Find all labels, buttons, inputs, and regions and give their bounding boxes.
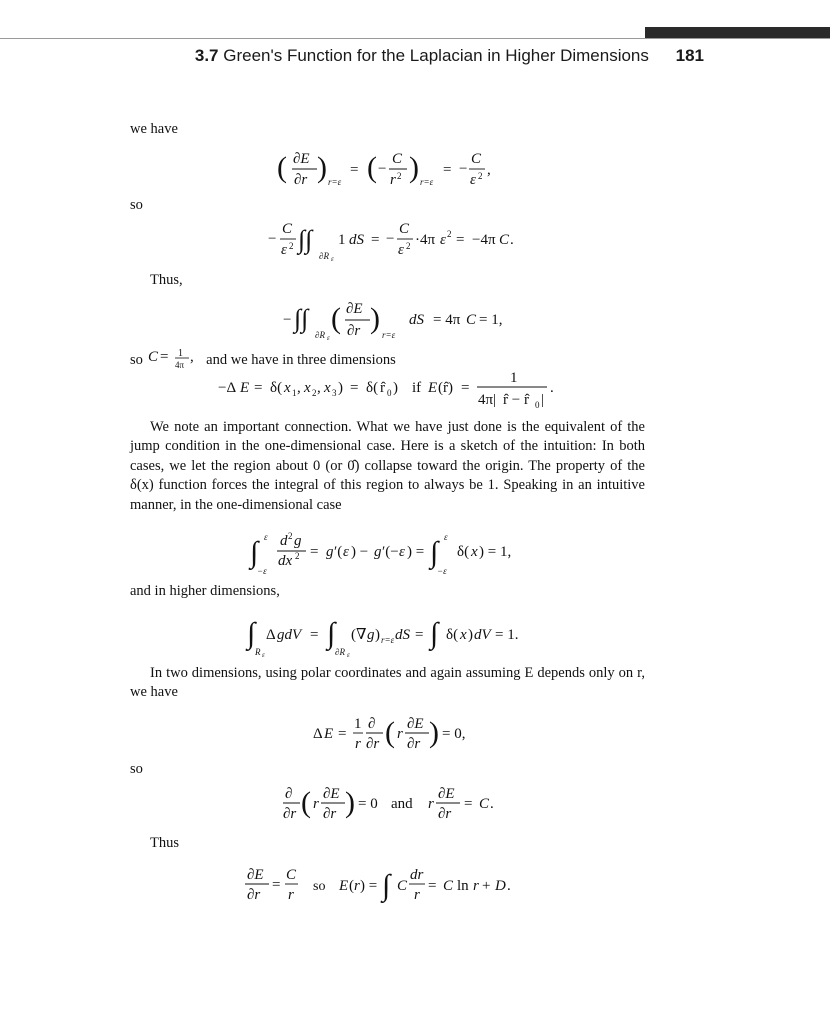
svg-text:dS: dS — [409, 312, 424, 328]
text-so-c-line — [130, 347, 396, 369]
equation-3 — [283, 293, 503, 348]
svg-text:= 1.: = 1. — [495, 627, 519, 643]
svg-text:−Δ: −Δ — [218, 380, 237, 396]
svg-text:= 1,: = 1, — [479, 312, 503, 328]
svg-text:∂r: ∂r — [347, 323, 361, 339]
text-thus-1: Thus, — [150, 272, 183, 288]
equation-6 — [247, 615, 537, 664]
svg-text:) =: ) = — [360, 878, 378, 894]
svg-text:C: C — [499, 232, 510, 248]
svg-text:r: r — [390, 172, 396, 188]
svg-text:r: r — [354, 878, 360, 894]
svg-text:): ) — [370, 302, 380, 335]
svg-text:dr: dr — [410, 867, 424, 883]
svg-text:C: C — [471, 151, 482, 167]
running-header — [0, 46, 704, 66]
svg-text:−: − — [459, 161, 468, 177]
svg-text:C: C — [466, 312, 477, 328]
svg-text:,: , — [297, 380, 301, 396]
svg-text:ε: ε — [398, 242, 404, 258]
svg-text:=: = — [310, 544, 319, 560]
svg-text:ε: ε — [399, 544, 405, 560]
svg-text:): ) — [317, 151, 327, 184]
svg-text:=: = — [464, 796, 473, 812]
page-number: 181 — [675, 46, 704, 65]
svg-text:∂E: ∂E — [407, 716, 424, 732]
svg-text:δ(: δ( — [446, 627, 459, 643]
text-we-have: we have — [130, 121, 178, 137]
svg-text:dS: dS — [395, 627, 410, 643]
svg-text:=: = — [159, 349, 168, 365]
svg-text:∂: ∂ — [368, 716, 376, 732]
svg-text:4π|: 4π| — [478, 392, 497, 408]
text-so-2: so — [130, 761, 143, 777]
svg-text:and: and — [391, 796, 413, 812]
svg-text:∂E: ∂E — [323, 786, 340, 802]
text-so-c-suffix: and we have in three dimensions — [206, 352, 396, 368]
svg-text:g: g — [367, 627, 375, 643]
svg-text:x: x — [324, 380, 331, 396]
svg-text:∂E: ∂E — [438, 786, 455, 802]
svg-text:r=ε: r=ε — [381, 635, 395, 645]
svg-text:(: ( — [385, 716, 395, 749]
svg-text:.: . — [507, 878, 511, 894]
text-so-c-prefix: so — [130, 352, 143, 368]
svg-text:,: , — [487, 162, 491, 178]
equation-4 — [218, 370, 558, 417]
svg-text:): ) — [375, 627, 380, 643]
svg-text:r: r — [397, 726, 403, 742]
svg-text:C: C — [443, 878, 454, 894]
svg-text:δ(: δ( — [457, 544, 470, 560]
svg-text:−ε: −ε — [257, 566, 267, 576]
svg-text:r: r — [355, 736, 361, 752]
svg-text:r: r — [473, 878, 479, 894]
svg-text:ε: ε — [281, 242, 287, 258]
svg-text:dS: dS — [349, 232, 364, 248]
svg-text:if: if — [412, 380, 422, 396]
svg-text:∂r: ∂r — [294, 172, 308, 188]
svg-text:so: so — [313, 879, 326, 894]
svg-text:−4π: −4π — [472, 232, 496, 248]
svg-text:∂: ∂ — [285, 786, 293, 802]
svg-text:r: r — [428, 796, 434, 812]
svg-text:.: . — [510, 232, 514, 248]
svg-text:) −: ) − — [351, 544, 369, 560]
svg-text:x: x — [471, 544, 478, 560]
svg-text:) =: ) = — [407, 544, 425, 560]
svg-text:∫: ∫ — [250, 536, 259, 569]
svg-text:=: = — [443, 162, 452, 178]
svg-text:2: 2 — [288, 531, 293, 541]
svg-text:ln: ln — [457, 878, 469, 894]
svg-text:=: = — [338, 726, 347, 742]
paragraph-connection: We note an important connection. What we have just done is the equivalent of the jump condition in the one-dimensional case. Here is a sketch of the intuition: In both cases, we let the region about 0 (or 0̂) collapse toward the origin. The property of the δ(x) function forces the integral of this region to always be 1. Speaking in an intuitive manner, in the one-dimensional case — [130, 419, 645, 513]
svg-text:∂r: ∂r — [407, 736, 421, 752]
svg-text:ε: ε — [262, 651, 265, 659]
svg-text:): ) — [393, 380, 398, 396]
svg-text:∂R: ∂R — [315, 330, 325, 340]
svg-text:∫∫: ∫∫ — [294, 304, 309, 333]
svg-text:Δ: Δ — [266, 627, 276, 643]
svg-text:C: C — [282, 221, 293, 237]
svg-text:dV: dV — [474, 627, 491, 643]
svg-text:E: E — [324, 726, 334, 742]
svg-text:∂r: ∂r — [438, 806, 452, 822]
text-and-higher: and in higher dimensions, — [130, 583, 280, 599]
svg-text:∫: ∫ — [382, 869, 391, 902]
svg-text:ε: ε — [440, 232, 446, 248]
svg-text:2: 2 — [312, 388, 317, 398]
svg-text:r: r — [313, 796, 319, 812]
svg-text:ε: ε — [331, 255, 334, 263]
svg-text:=: = — [310, 627, 319, 643]
svg-text:x: x — [284, 380, 291, 396]
svg-text:r=ε: r=ε — [382, 330, 396, 340]
svg-text:): ) — [345, 786, 355, 819]
c-value — [147, 347, 203, 377]
svg-text:−: − — [283, 312, 292, 328]
svg-text:g: g — [374, 544, 382, 560]
svg-text:∂R: ∂R — [335, 647, 345, 657]
svg-text:∂E: ∂E — [247, 867, 264, 883]
svg-text:E: E — [339, 878, 349, 894]
svg-text:0: 0 — [535, 400, 540, 410]
svg-text:∫∫: ∫∫ — [298, 225, 313, 254]
svg-text:′(: ′( — [334, 544, 343, 560]
svg-text:=: = — [415, 627, 424, 643]
svg-text:=: = — [350, 380, 359, 396]
svg-text:=: = — [371, 232, 380, 248]
svg-text:r=ε: r=ε — [328, 177, 342, 187]
svg-text:R: R — [255, 647, 261, 657]
equation-7 — [313, 711, 473, 764]
svg-text:= 0: = 0 — [358, 796, 378, 812]
svg-text:ε: ε — [264, 532, 268, 542]
svg-text:∂r: ∂r — [366, 736, 380, 752]
svg-text:1: 1 — [354, 716, 362, 732]
svg-text:ε: ε — [327, 334, 330, 342]
svg-text:2: 2 — [397, 171, 402, 181]
svg-text:2: 2 — [478, 171, 483, 181]
svg-text:r=ε: r=ε — [420, 177, 434, 187]
svg-text:∂E: ∂E — [346, 301, 363, 317]
svg-text:=: = — [350, 162, 359, 178]
svg-text:(: ( — [277, 151, 287, 184]
svg-text:∂r: ∂r — [323, 806, 337, 822]
svg-text:∫: ∫ — [327, 617, 336, 650]
svg-text:g: g — [326, 544, 334, 560]
svg-text:ε: ε — [444, 532, 448, 542]
svg-text:(r̂): (r̂) — [438, 380, 453, 396]
svg-text:r: r — [414, 887, 420, 903]
svg-text:−: − — [268, 231, 277, 247]
svg-text:1: 1 — [292, 388, 297, 398]
svg-text:ε: ε — [470, 172, 476, 188]
svg-text:Δ: Δ — [313, 726, 323, 742]
svg-text:x: x — [304, 380, 311, 396]
svg-text:=: = — [456, 232, 465, 248]
svg-text:∫: ∫ — [430, 536, 439, 569]
svg-text:): ) — [429, 716, 439, 749]
svg-text:(: ( — [367, 151, 377, 184]
svg-text:,: , — [317, 380, 321, 396]
svg-text:1: 1 — [177, 348, 183, 359]
svg-text:4π: 4π — [174, 360, 184, 370]
svg-text:(: ( — [331, 302, 341, 335]
header-rule — [0, 38, 830, 39]
svg-text:∫: ∫ — [430, 617, 439, 650]
svg-text:|: | — [541, 392, 545, 408]
svg-text:.: . — [550, 380, 554, 396]
svg-text:δ(: δ( — [366, 380, 379, 396]
svg-text:C: C — [399, 221, 410, 237]
equation-9 — [245, 862, 535, 913]
svg-text:−: − — [386, 231, 395, 247]
svg-text:= 0,: = 0, — [442, 726, 466, 742]
svg-text:g: g — [294, 533, 302, 549]
svg-text:): ) — [468, 627, 473, 643]
svg-text:(: ( — [301, 786, 311, 819]
svg-text:3: 3 — [332, 388, 337, 398]
svg-text:ε: ε — [343, 544, 349, 560]
svg-text:=: = — [461, 380, 470, 396]
svg-text:d: d — [280, 533, 288, 549]
svg-text:2: 2 — [289, 241, 294, 251]
equation-8 — [283, 781, 503, 834]
svg-text:): ) — [338, 380, 343, 396]
svg-text:): ) — [409, 151, 419, 184]
svg-text:2: 2 — [447, 229, 452, 239]
svg-text:C: C — [392, 151, 403, 167]
svg-text:2: 2 — [295, 551, 300, 561]
svg-text:δ(: δ( — [270, 380, 283, 396]
equation-1 — [275, 143, 515, 198]
equation-5 — [250, 528, 530, 581]
svg-text:∂r: ∂r — [283, 806, 297, 822]
svg-text:x: x — [460, 627, 467, 643]
svg-text:−ε: −ε — [437, 566, 447, 576]
paragraph-two-dimensions: In two dimensions, using polar coordinates and again assuming E depends only on r, we have — [130, 665, 645, 701]
text-so-1: so — [130, 197, 143, 213]
svg-text:(∇: (∇ — [351, 627, 367, 643]
svg-text:E: E — [240, 380, 250, 396]
text-thus-2: Thus — [150, 835, 179, 851]
section-title: Green's Function for the Laplacian in Higher Dimensions — [223, 46, 649, 65]
svg-text:(: ( — [349, 878, 354, 894]
svg-text:+: + — [482, 878, 491, 894]
svg-text:−: − — [378, 161, 387, 177]
svg-text:C: C — [286, 867, 297, 883]
svg-text:·4π: ·4π — [415, 232, 436, 248]
svg-text:,: , — [189, 349, 194, 365]
svg-text:∂E: ∂E — [293, 151, 310, 167]
svg-text:C: C — [479, 796, 490, 812]
equation-2 — [268, 218, 518, 269]
svg-text:r̂ − r̂: r̂ − r̂ — [503, 392, 529, 408]
svg-text:.: . — [490, 796, 494, 812]
svg-text:=: = — [428, 878, 437, 894]
svg-text:ε: ε — [347, 651, 350, 659]
svg-text:r: r — [288, 887, 294, 903]
svg-text:′(−: ′(− — [382, 544, 399, 560]
svg-text:= 4π: = 4π — [433, 312, 461, 328]
svg-text:D: D — [495, 878, 506, 894]
svg-text:dx: dx — [278, 553, 293, 569]
svg-text:) = 1,: ) = 1, — [479, 544, 512, 560]
svg-text:gdV: gdV — [277, 627, 302, 643]
svg-text:∫: ∫ — [247, 617, 256, 650]
svg-text:∂r: ∂r — [247, 887, 261, 903]
svg-text:E: E — [428, 380, 438, 396]
svg-text:1: 1 — [510, 370, 518, 386]
svg-text:2: 2 — [406, 241, 411, 251]
svg-text:1: 1 — [338, 232, 346, 248]
svg-text:=: = — [254, 380, 263, 396]
svg-text:∂R: ∂R — [319, 251, 329, 261]
section-number: 3.7 — [194, 46, 219, 65]
svg-text:=: = — [272, 877, 281, 893]
svg-text:r̂: r̂ — [380, 380, 385, 396]
svg-text:C: C — [397, 878, 408, 894]
svg-text:C: C — [147, 349, 158, 365]
svg-text:0: 0 — [387, 388, 392, 398]
